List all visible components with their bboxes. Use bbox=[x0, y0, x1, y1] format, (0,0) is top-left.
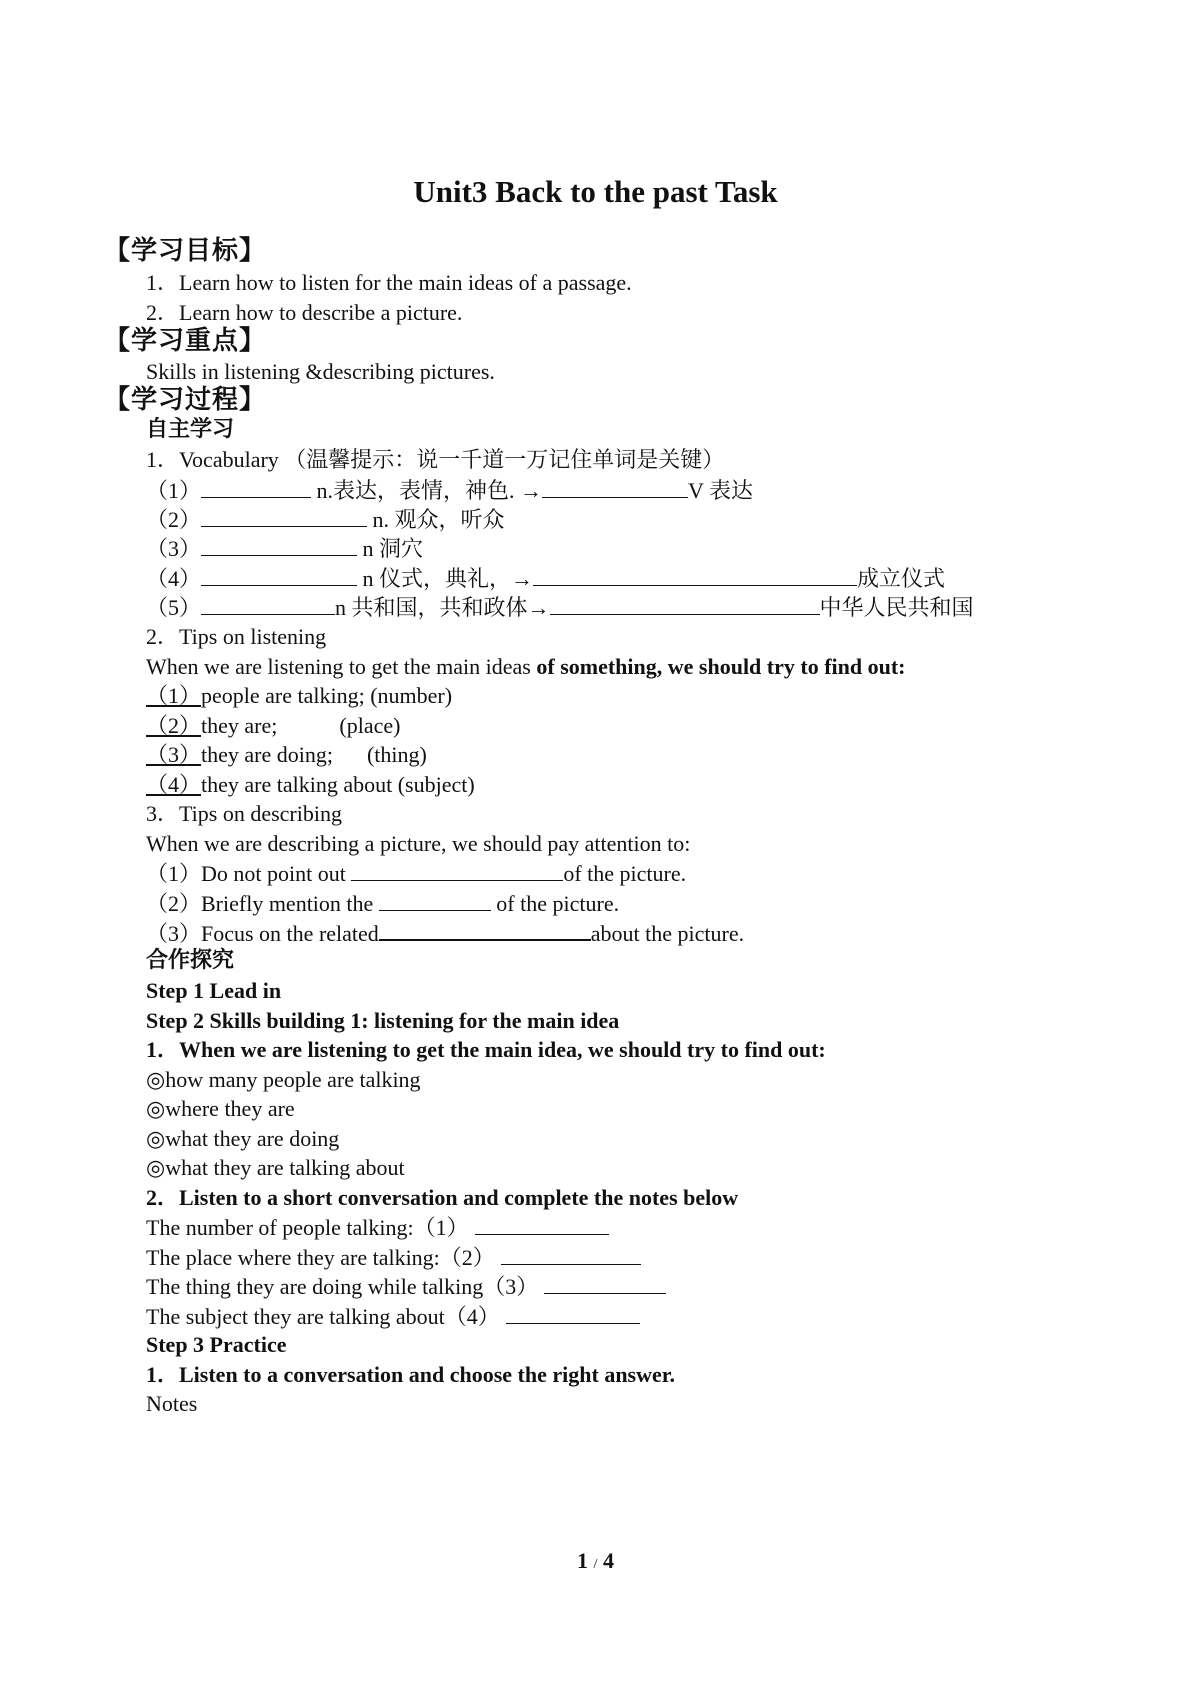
step-3-question-1: 1．Listen to a conversation and choose the right answer. bbox=[146, 1362, 676, 1387]
describing-tips-heading: 3．Tips on describing bbox=[146, 801, 342, 826]
answer-blank[interactable] bbox=[533, 563, 857, 586]
focus-heading: 【学习重点】 bbox=[104, 326, 267, 356]
step-1-heading: Step 1 Lead in bbox=[146, 978, 282, 1003]
vocab-item-meaning: n. 观众，听众 bbox=[367, 507, 505, 532]
tip-text: they are; bbox=[201, 713, 278, 738]
tip-text: they are talking about (subject) bbox=[201, 772, 475, 797]
vocab-item-num: （4） bbox=[146, 566, 202, 591]
step-2-question-1: 1．When we are listening to get the main idea, we should try to find out: bbox=[146, 1037, 826, 1062]
answer-blank[interactable] bbox=[379, 917, 591, 941]
vocab-item-num: （1） bbox=[146, 478, 202, 503]
note-line-1 bbox=[146, 1212, 609, 1243]
describing-tips-intro: When we are describing a picture, we should pay attention to: bbox=[146, 831, 691, 856]
vocab-item-derived: 中华人民共和国 bbox=[819, 595, 974, 620]
vocab-item-meaning: n 仪式，典礼，→ bbox=[357, 566, 534, 591]
vocab-item-meaning: n.表达，表情，神色. → bbox=[311, 478, 543, 503]
vocab-item-num: （3） bbox=[146, 536, 202, 561]
intro-text: When we are listening to get the main ideas bbox=[146, 654, 537, 679]
current-page: 1 bbox=[577, 1548, 589, 1573]
tip-tag: (thing) bbox=[366, 742, 427, 767]
answer-blank[interactable] bbox=[542, 475, 688, 498]
listening-tips-intro bbox=[146, 652, 906, 682]
note-line-2 bbox=[146, 1242, 641, 1273]
bullet-item: ◎what they are talking about bbox=[146, 1155, 405, 1180]
focus-text: Skills in listening &describing pictures. bbox=[146, 359, 495, 384]
describing-tip-1 bbox=[146, 858, 686, 889]
bullet-item: ◎how many people are talking bbox=[146, 1067, 421, 1092]
tip-num: （4） bbox=[146, 772, 202, 797]
tip-text: of the picture. bbox=[563, 861, 687, 886]
answer-blank[interactable] bbox=[506, 1301, 640, 1324]
process-heading: 【学习过程】 bbox=[104, 385, 267, 415]
answer-blank[interactable] bbox=[201, 563, 357, 586]
vocab-item-5 bbox=[146, 592, 974, 623]
intro-bold-text: of something, we should try to find out: bbox=[536, 654, 906, 679]
page-separator: / bbox=[593, 1557, 598, 1572]
vocab-item-2 bbox=[146, 504, 505, 535]
vocab-item-1 bbox=[146, 475, 753, 506]
goal-2: 2．Learn how to describe a picture. bbox=[146, 300, 463, 325]
bullet-item: ◎what they are doing bbox=[146, 1126, 340, 1151]
vocab-heading: 1．Vocabulary （温馨提示：说一千道一万记住单词是关键） bbox=[146, 447, 725, 472]
vocab-item-meaning: n 共和国，共和政体→ bbox=[335, 595, 550, 620]
vocab-item-4 bbox=[146, 563, 945, 594]
listening-tip-3 bbox=[146, 740, 427, 770]
note-line-4 bbox=[146, 1301, 640, 1332]
tip-text: about the picture. bbox=[590, 921, 745, 946]
tip-tag: (place) bbox=[339, 713, 401, 738]
vocab-item-num: （5） bbox=[146, 595, 202, 620]
listening-tip-4 bbox=[146, 770, 475, 800]
vocab-item-derived: V 表达 bbox=[688, 478, 754, 503]
listening-tip-1 bbox=[146, 681, 452, 711]
answer-blank[interactable] bbox=[475, 1212, 609, 1235]
page-number bbox=[0, 1548, 1191, 1574]
total-pages: 4 bbox=[602, 1548, 614, 1573]
goals-heading: 【学习目标】 bbox=[104, 236, 267, 266]
bullet-item: ◎where they are bbox=[146, 1096, 295, 1121]
notes-label: Notes bbox=[146, 1391, 198, 1416]
answer-blank[interactable] bbox=[201, 592, 335, 615]
tip-num: （2） bbox=[146, 713, 202, 738]
answer-blank[interactable] bbox=[201, 504, 367, 527]
listening-tips-heading: 2．Tips on listening bbox=[146, 624, 327, 649]
tip-num: （1） bbox=[146, 683, 202, 708]
vocab-item-meaning: n 洞穴 bbox=[357, 536, 424, 561]
answer-blank[interactable] bbox=[544, 1271, 666, 1294]
note-text: The subject they are talking about（4） bbox=[146, 1304, 500, 1329]
tip-text: they are doing; bbox=[201, 742, 333, 767]
tip-text: （1）Do not point out bbox=[146, 861, 352, 886]
tip-text: people are talking; (number) bbox=[201, 683, 453, 708]
describing-tip-2 bbox=[146, 888, 619, 919]
vocab-item-num: （2） bbox=[146, 507, 202, 532]
answer-blank[interactable] bbox=[550, 592, 820, 615]
vocab-item-derived: 成立仪式 bbox=[857, 566, 946, 591]
goal-1: 1．Learn how to listen for the main ideas of a passage. bbox=[146, 270, 632, 295]
tip-text: （2）Briefly mention the bbox=[146, 891, 379, 916]
self-study-heading: 自主学习 bbox=[146, 417, 235, 442]
answer-blank[interactable] bbox=[351, 858, 563, 881]
tip-text: （3）Focus on the related bbox=[146, 921, 379, 946]
answer-blank[interactable] bbox=[379, 888, 491, 911]
note-text: The thing they are doing while talking（3） bbox=[146, 1274, 539, 1299]
tip-text: of the picture. bbox=[490, 891, 620, 916]
note-text: The place where they are talking:（2） bbox=[146, 1245, 495, 1270]
step-2-question-2: 2．Listen to a short conversation and complete the notes below bbox=[146, 1185, 739, 1210]
step-3-heading: Step 3 Practice bbox=[146, 1332, 287, 1357]
answer-blank[interactable] bbox=[201, 475, 311, 498]
answer-blank[interactable] bbox=[501, 1242, 641, 1265]
note-text: The number of people talking:（1） bbox=[146, 1215, 469, 1240]
coop-heading: 合作探究 bbox=[146, 948, 235, 973]
listening-tip-2 bbox=[146, 711, 400, 741]
vocab-item-3 bbox=[146, 533, 423, 564]
step-2-heading: Step 2 Skills building 1: listening for the main idea bbox=[146, 1008, 620, 1033]
note-line-3 bbox=[146, 1271, 666, 1302]
describing-tip-3 bbox=[146, 917, 744, 949]
answer-blank[interactable] bbox=[201, 533, 357, 556]
page-title: Unit3 Back to the past Task bbox=[413, 174, 778, 209]
tip-num: （3） bbox=[146, 742, 202, 767]
